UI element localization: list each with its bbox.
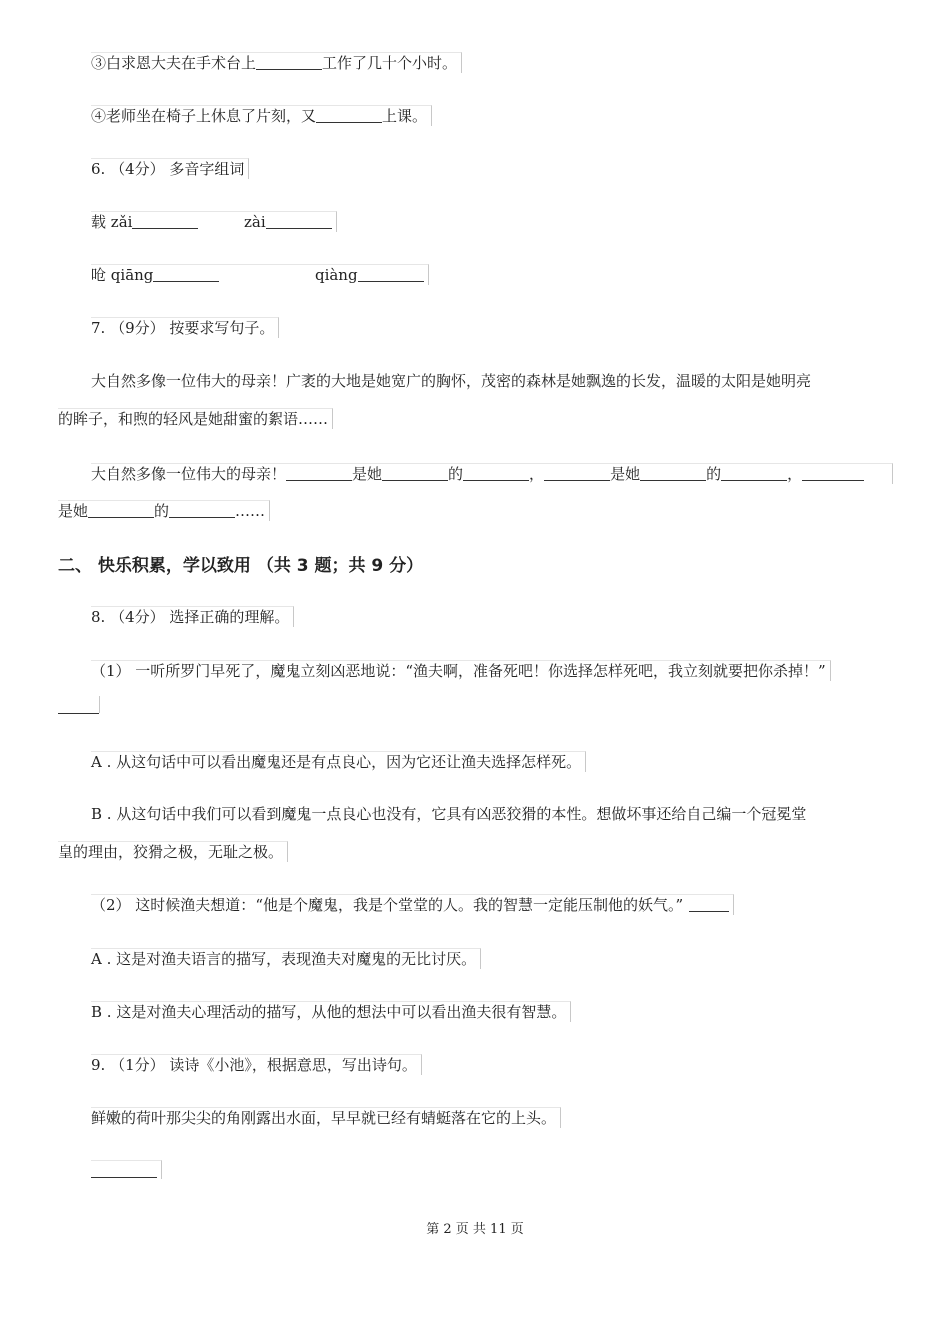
option-text: B . 这是对渔夫心理活动的描写，从他的想法中可以看出渔夫很有智慧。	[91, 1003, 567, 1021]
answer-blank[interactable]	[169, 503, 235, 518]
q8-sub1-question	[91, 660, 831, 681]
q8-sub2-text: （2） 这时候渔夫想道：“他是个魔鬼，我是个堂堂的人。我的智慧一定能压制他的妖气。”	[91, 896, 684, 914]
q8-sub1-option-b-cont	[58, 841, 288, 862]
answer-blank[interactable]	[689, 897, 729, 912]
pinyin: zài	[244, 213, 266, 231]
q7-fill-line-2	[58, 500, 270, 521]
answer-blank[interactable]	[463, 466, 529, 481]
q8-header-text: 8. （4分） 选择正确的理解。	[91, 608, 290, 626]
option-text: 皇的理由，狡猾之极，无耻之极。	[58, 843, 284, 861]
option-text: A . 从这句话中可以看出魔鬼还是有点良心，因为它还让渔夫选择怎样死。	[91, 753, 582, 771]
q6-header	[91, 158, 249, 179]
divider	[99, 696, 100, 713]
q9-text	[91, 1107, 561, 1128]
option-text: B . 从这句话中我们可以看到魔鬼一点良心也没有，它具有凶恶狡猾的本性。想做坏事还给自己编一个冠冕堂	[91, 805, 807, 823]
answer-blank[interactable]	[256, 55, 322, 70]
answer-blank[interactable]	[153, 267, 219, 282]
q7-fill-text: 的	[154, 502, 170, 520]
q7-fill-text: ，	[529, 465, 545, 483]
q9-header-text: 9. （1分） 读诗《小池》，根据意思，写出诗句。	[91, 1056, 417, 1074]
q8-sub1-option-a[interactable]	[91, 751, 586, 772]
q7-paragraph-line-2	[58, 408, 333, 429]
q5-item-3-text-end: 工作了几十个小时。	[322, 54, 458, 72]
q7-paragraph-line-1	[91, 371, 811, 391]
answer-blank[interactable]	[286, 466, 352, 481]
q7-fill-text: ，	[787, 465, 803, 483]
q7-header	[91, 317, 279, 338]
q7-fill-text: 是她	[610, 465, 641, 483]
answer-blank[interactable]	[544, 466, 610, 481]
answer-blank[interactable]	[266, 214, 332, 229]
q7-paragraph-text: 的眸子，和煦的轻风是她甜蜜的絮语……	[58, 410, 329, 428]
q6-row-zai	[91, 211, 337, 232]
q7-fill-text: 是她	[352, 465, 383, 483]
pinyin: qiàng	[314, 266, 358, 284]
answer-blank[interactable]	[802, 466, 864, 481]
answer-blank[interactable]	[358, 267, 424, 282]
answer-blank[interactable]	[132, 214, 198, 229]
q8-sub2-option-b[interactable]	[91, 1001, 571, 1022]
q7-header-text: 7. （9分） 按要求写句子。	[91, 319, 275, 337]
q5-item-4	[91, 105, 432, 126]
q7-fill-text: ……	[235, 502, 266, 520]
q8-sub2-option-a[interactable]	[91, 948, 481, 969]
answer-blank[interactable]	[382, 466, 448, 481]
option-text: A . 这是对渔夫语言的描写，表现渔夫对魔鬼的无比讨厌。	[91, 950, 477, 968]
q5-item-4-text-end: 上课。	[382, 107, 428, 125]
answer-blank[interactable]	[640, 466, 706, 481]
q8-sub1-text: （1） 一听所罗门早死了，魔鬼立刻凶恶地说：“渔夫啊，准备死吧！你选择怎样死吧，我立刻就要把你杀掉！”	[91, 662, 826, 680]
q6-row-qiang	[91, 264, 429, 285]
q7-fill-text: 的	[448, 465, 464, 483]
q5-item-3	[91, 52, 462, 73]
answer-blank[interactable]	[88, 503, 154, 518]
q7-fill-line-1	[91, 463, 893, 484]
q5-item-3-text: ③白求恩大夫在手术台上	[91, 54, 257, 72]
pinyin: qiāng	[110, 266, 154, 284]
q7-paragraph-text: 大自然多像一位伟大的母亲！广袤的大地是她宽广的胸怀，茂密的森林是她飘逸的长发，温暖的太阳是她明亮	[91, 372, 812, 390]
answer-blank[interactable]	[721, 466, 787, 481]
q7-fill-text: 大自然多像一位伟大的母亲！	[91, 465, 287, 483]
q9-header	[91, 1054, 422, 1075]
section-title: 二、 快乐积累，学以致用 （共 3 题；共 9 分）	[58, 556, 424, 576]
answer-blank[interactable]	[91, 1163, 157, 1178]
polyphone-char: 载	[91, 213, 107, 231]
q9-answer	[91, 1160, 162, 1179]
q8-sub1-option-b[interactable]	[91, 804, 806, 824]
answer-blank[interactable]	[316, 108, 382, 123]
q7-fill-text: 是她	[58, 502, 89, 520]
q8-sub2-question	[91, 894, 734, 915]
q8-header	[91, 606, 294, 627]
q9-prompt-text: 鲜嫩的荷叶那尖尖的角刚露出水面，早早就已经有蜻蜓落在它的上头。	[91, 1109, 557, 1127]
page-number: 第 2 页 共 11 页	[426, 1222, 524, 1237]
q7-fill-text: 的	[706, 465, 722, 483]
pinyin: zǎi	[110, 213, 133, 231]
polyphone-char: 呛	[91, 266, 107, 284]
q6-header-text: 6. （4分） 多音字组词	[91, 160, 245, 178]
answer-blank[interactable]	[58, 712, 99, 714]
q5-item-4-text: ④老师坐在椅子上休息了片刻，又	[91, 107, 317, 125]
